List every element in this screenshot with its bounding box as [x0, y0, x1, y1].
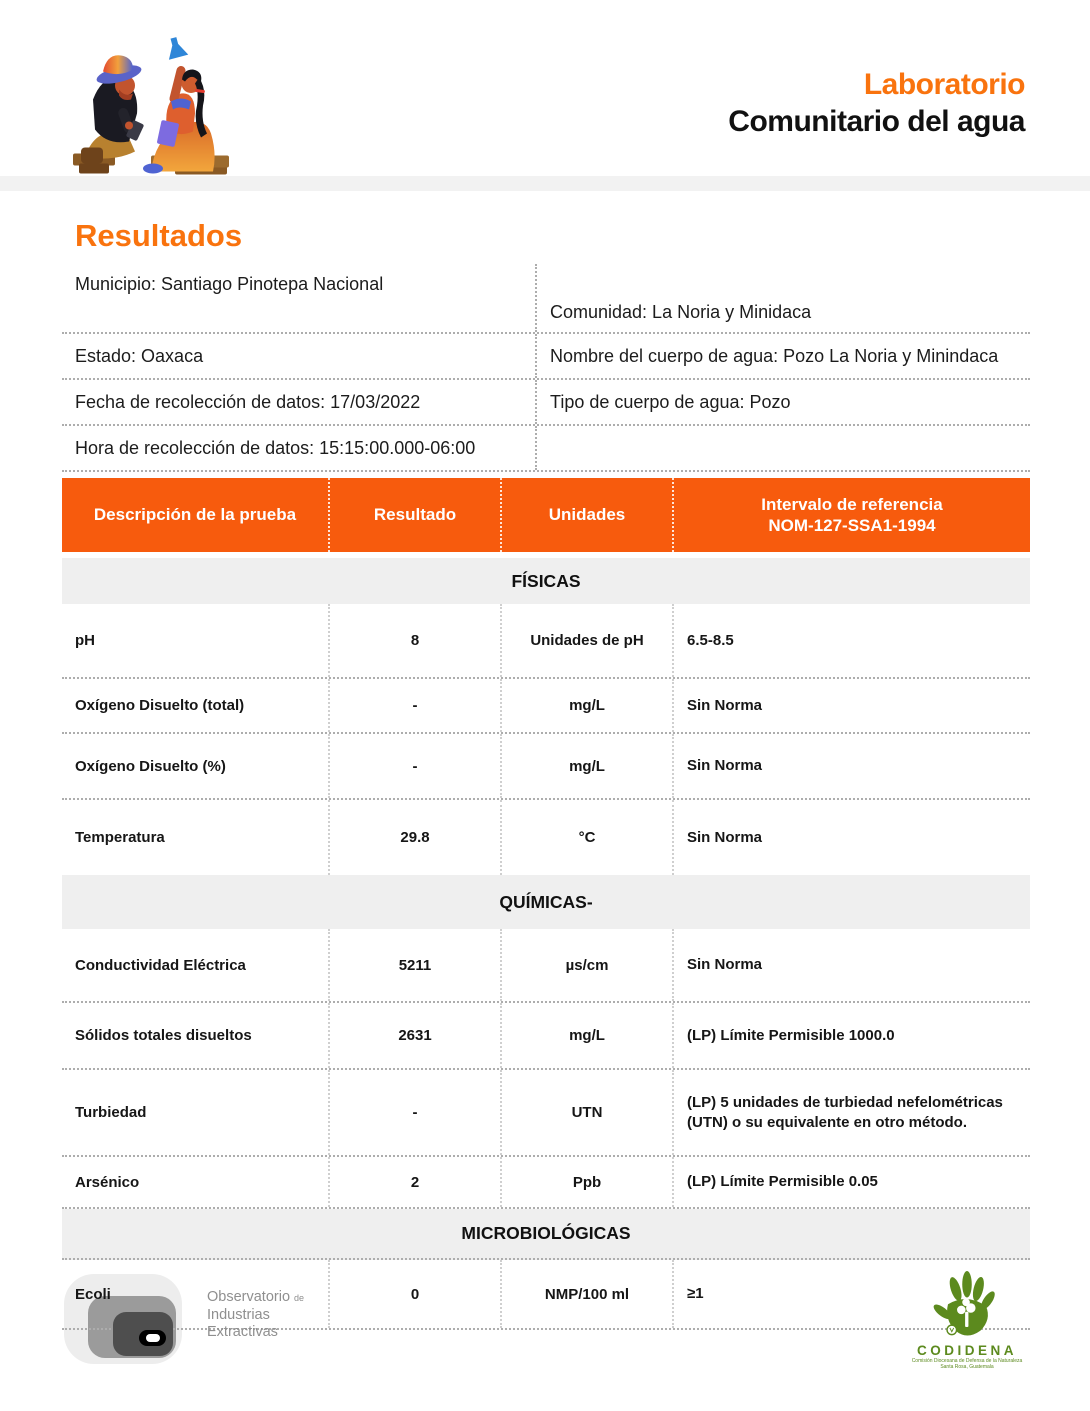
page-title: Resultados	[75, 218, 243, 253]
codidena-subtitle2: Santa Rosa, Guatemala	[940, 1364, 994, 1370]
info-estado: Estado: Oaxaca	[75, 345, 204, 366]
test-name: Arsénico	[75, 1173, 140, 1191]
test-reference: (LP) Límite Permisible 0.05	[672, 1157, 1030, 1207]
codidena-subtitle1: Comisión Diocesana de Defensa de la Naturaleza	[911, 1358, 1023, 1364]
test-result: 29.8	[328, 800, 500, 875]
oie-line3: Extractivas	[207, 1324, 278, 1340]
test-reference: Sin Norma	[672, 800, 1030, 875]
oie-logo-text	[207, 1289, 304, 1341]
test-name: Temperatura	[75, 829, 165, 846]
column-header-intervalo	[672, 478, 1030, 552]
test-units: Unidades de pH	[500, 604, 672, 677]
oie-line2: Industrias	[207, 1307, 270, 1323]
test-units: °C	[500, 800, 672, 875]
intervalo-line1: Intervalo de referencia	[761, 495, 943, 514]
test-units: NMP/100 ml	[500, 1260, 672, 1328]
test-name: pH	[75, 632, 95, 649]
info-tipo-cuerpo: Tipo de cuerpo de agua: Pozo	[535, 380, 1030, 424]
test-reference: ≥1	[672, 1260, 1030, 1328]
test-units: mg/L	[500, 1003, 672, 1068]
test-name: Oxígeno Disuelto (total)	[75, 697, 245, 714]
test-units: Ppb	[500, 1157, 672, 1207]
test-reference: Sin Norma	[672, 679, 1030, 732]
test-result: 5211	[328, 929, 500, 1001]
codidena-logo	[902, 1270, 1032, 1370]
table-row-temperatura	[62, 800, 1030, 875]
test-result: 8	[328, 604, 500, 677]
people-with-flask-illustration	[55, 28, 245, 176]
table-row-conductividad	[62, 929, 1030, 1003]
test-result: -	[328, 734, 500, 798]
section-header-fisicas: FÍSICAS	[62, 558, 1030, 604]
table-row-ph	[62, 604, 1030, 679]
test-units: UTN	[500, 1070, 672, 1155]
table-row-oxigeno-total	[62, 679, 1030, 734]
info-fecha: Fecha de recolección de datos: 17/03/2022	[75, 391, 421, 412]
test-reference: Sin Norma	[672, 929, 1030, 1001]
test-result: 0	[328, 1260, 500, 1328]
column-header-resultado: Resultado	[328, 478, 500, 552]
codidena-hand-icon	[931, 1270, 1003, 1346]
test-reference: 6.5-8.5	[672, 604, 1030, 677]
codidena-name: CODIDENA	[916, 1343, 1017, 1358]
test-units: mg/L	[500, 734, 672, 798]
results-table	[62, 478, 1030, 1330]
table-row-solidos	[62, 1003, 1030, 1070]
column-header-unidades: Unidades	[500, 478, 672, 552]
test-units: µs/cm	[500, 929, 672, 1001]
intervalo-line2: NOM-127-SSA1-1994	[768, 516, 936, 535]
test-name: Conductividad Eléctrica	[75, 956, 246, 974]
brand-line2: Comunitario del agua	[728, 105, 1025, 138]
test-name: Oxígeno Disuelto (%)	[75, 757, 226, 775]
table-row-arsenico	[62, 1157, 1030, 1209]
info-row	[62, 334, 1030, 380]
top-divider-bar	[0, 176, 1090, 191]
main-content	[62, 210, 1030, 1330]
info-row	[62, 264, 1030, 334]
test-reference: (LP) Límite Permisible 1000.0	[672, 1003, 1030, 1068]
table-header	[62, 478, 1030, 552]
info-hora: Hora de recolección de datos: 15:15:00.000-06:00	[75, 437, 476, 458]
test-reference: Sin Norma	[672, 734, 1030, 798]
test-reference: (LP) 5 unidades de turbiedad nefelométricas (UTN) o su equivalente en otro método.	[672, 1070, 1030, 1155]
table-row-oxigeno-porcentaje	[62, 734, 1030, 800]
info-row	[62, 426, 1030, 472]
sample-info-grid	[62, 264, 1030, 472]
brand-title	[728, 66, 1025, 140]
column-header-descripcion: Descripción de la prueba	[93, 505, 297, 524]
test-result: 2631	[328, 1003, 500, 1068]
test-units: mg/L	[500, 679, 672, 732]
test-name: Ecoli	[75, 1285, 111, 1303]
test-name: Turbiedad	[75, 1104, 147, 1121]
info-nombre-cuerpo: Nombre del cuerpo de agua: Pozo La Noria y Minindaca	[535, 334, 1030, 378]
section-header-microbiologicas: MICROBIOLÓGICAS	[62, 1209, 1030, 1260]
info-municipio: Municipio: Santiago Pinotepa Nacional	[75, 274, 384, 294]
oie-logo-eye-highlight	[146, 1334, 160, 1342]
test-result: -	[328, 1070, 500, 1155]
info-comunidad: Comunidad: La Noria y Minidaca	[535, 264, 1030, 332]
test-result: -	[328, 679, 500, 732]
table-row-turbiedad	[62, 1070, 1030, 1157]
oie-de: de	[294, 1293, 305, 1303]
oie-line1: Observatorio	[207, 1289, 291, 1305]
brand-line1: Laboratorio	[863, 68, 1025, 101]
test-name: Sólidos totales disueltos	[75, 1027, 252, 1044]
section-header-quimicas: QUÍMICAS-	[62, 875, 1030, 929]
info-row	[62, 380, 1030, 426]
test-result: 2	[328, 1157, 500, 1207]
info-empty-cell	[535, 426, 1030, 470]
